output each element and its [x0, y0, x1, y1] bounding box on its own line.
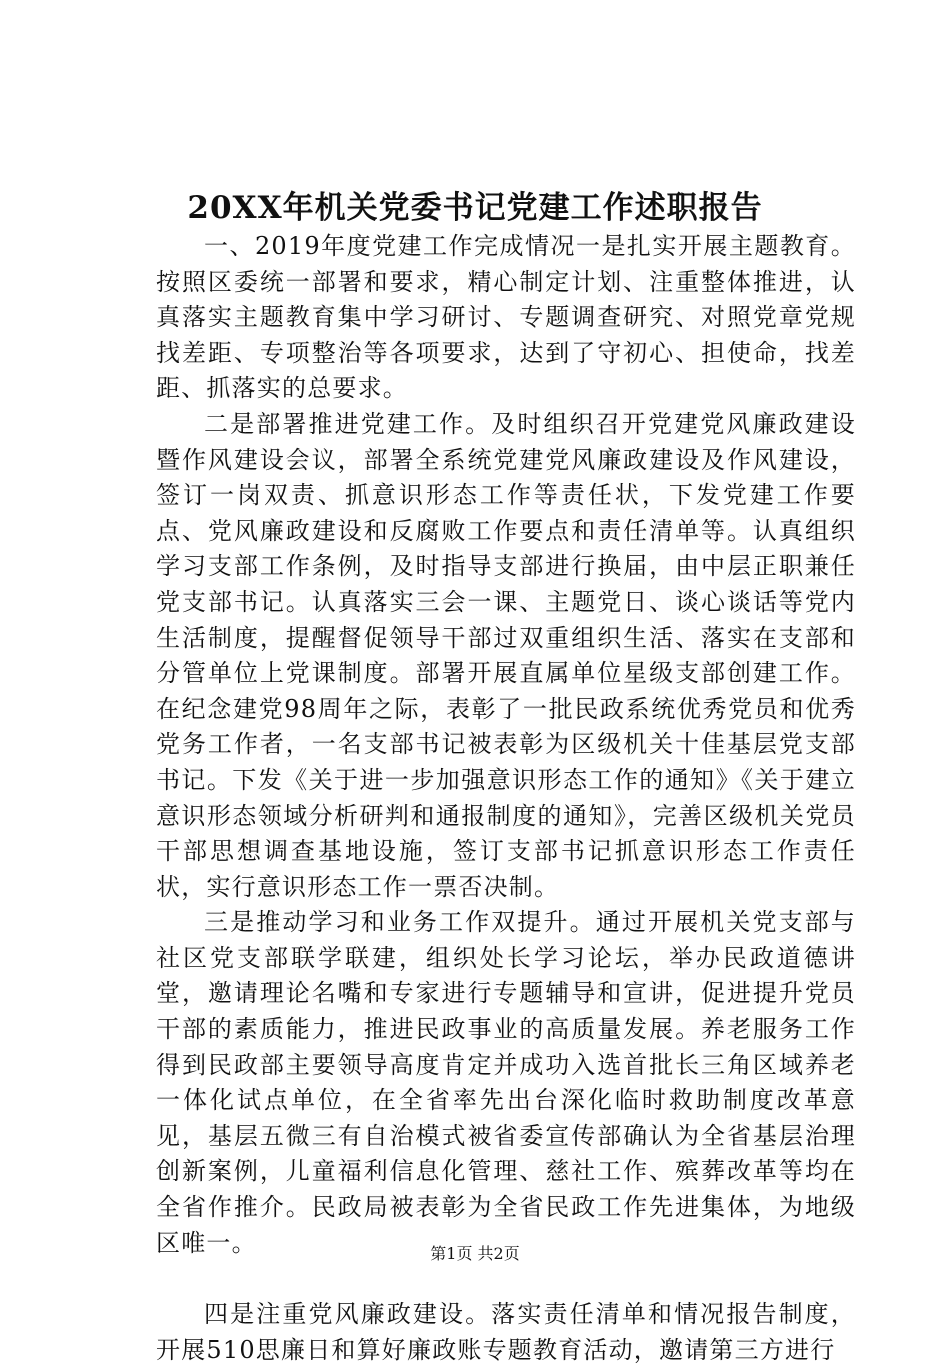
paragraph-1: 一、2019年度党建工作完成情况一是扎实开展主题教育。按照区委统一部署和要求，精心制定计划、注重整体推进，认真落实主题教育集中学习研讨、专题调查研究、对照党章党规找差距、专项整治等各项要求，达到了守初心、担使命，找差距、抓落实的总要求。 — [156, 232, 856, 403]
page-footer: 第1页 共2页 — [430, 1244, 520, 1263]
document-title: 20XX年机关党委书记党建工作述职报告 — [187, 190, 763, 226]
document-body — [156, 229, 856, 1368]
paragraph-3: 三是推动学习和业务工作双提升。通过开展机关党支部与社区党支部联学联建，组织处长学习论坛，举办民政道德讲堂，邀请理论名嘴和专家进行专题辅导和宣讲，促进提升党员干部的素质能力，推进民政事业的高质量发展。养老服务工作得到民政部主要领导高度肯定并成功入选首批长三角区域养老一体化试点单位，在全省率先出台深化临时救助制度改革意见，基层五微三有自治模式被省委宣传部确认为全省基层治理创新案例，儿童福利信息化管理、慈社工作、殡葬改革等均在全省作推介。民政局被表彰为全省民政工作先进集体，为地级区唯一。 — [156, 908, 856, 1257]
paragraph-4: 四是注重党风廉政建设。落实责任清单和情况报告制度，开展510思廉日和算好廉政账专题教育活动，邀请第三方进行 — [156, 1300, 856, 1364]
paragraph-2: 二是部署推进党建工作。及时组织召开党建党风廉政建设暨作风建设会议，部署全系统党建党风廉政建设及作风建设，签订一岗双责、抓意识形态工作等责任状，下发党建工作要点、党风廉政建设和反腐败工作要点和责任清单等。认真组织学习支部工作条例，及时指导支部进行换届，由中层正职兼任党支部书记。认真落实三会一课、主题党日、谈心谈话等党内生活制度，提醒督促领导干部过双重组织生活、落实在支部和分管单位上党课制度。部署开展直属单位星级支部创建工作。在纪念建党98周年之际，表彰了一批民政系统优秀党员和优秀党务工作者，一名支部书记被表彰为区级机关十佳基层党支部书记。下发《关于进一步加强意识形态工作的通知》《关于建立意识形态领域分析研判和通报制度的通知》，完善区级机关党员干部思想调查基地设施，签订支部书记抓意识形态工作责任状，实行意识形态工作一票否决制。 — [156, 409, 856, 901]
